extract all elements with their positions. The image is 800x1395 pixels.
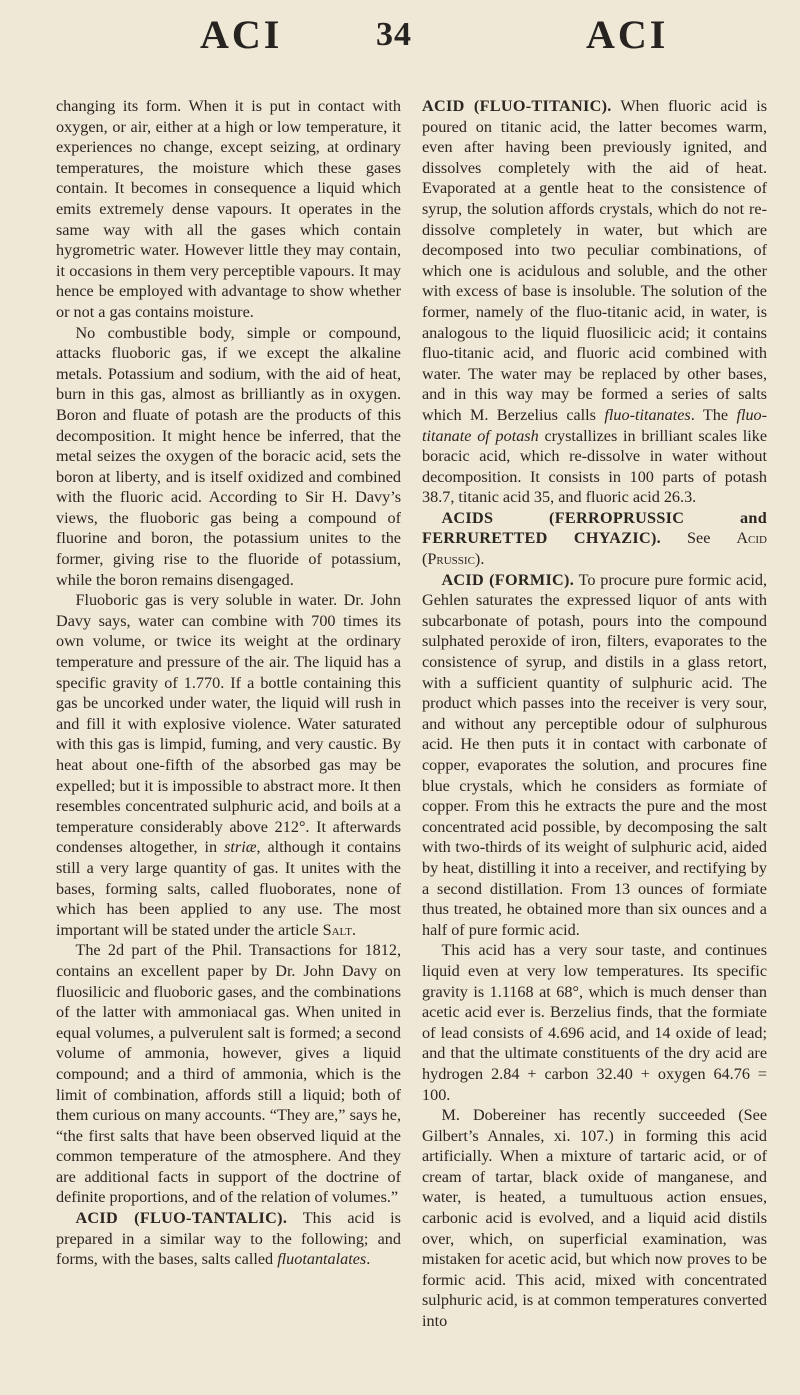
cross-reference-salt: Salt xyxy=(322,920,352,939)
paragraph-continued: changing its form. When it is put in contact with oxygen, or air, either at a high or low temperature, it experiences no change, except seizing, at ordinary temperatures, the moisture which these gases contain. It becomes in consequence a liquid which emits extremely dense vapours. It operates in the same way with all the gases which contain hygrometric water. However little they may contain, it occasions in them very perceptible vapours. It may hence be employed with advantage to show whether or not a gas contains moisture. xyxy=(56,97,401,321)
entry-fluo-titanic xyxy=(422,96,767,508)
running-head-right: ACI xyxy=(586,12,669,57)
headword-formic: ACID (FORMIC). xyxy=(441,570,575,589)
paragraph-dobereiner: M. Dobereiner has recently succeeded (See Gilbert’s Annales, xi. 107.) in forming this acid artificially. When a mixture of tartaric acid, or of cream of tartar, black oxide of manganese, and water, is heated, a tumultuous action ensues, carbonic acid is evolved, and a liquid acid distils over, which, on superficial examination, was mistaken for acetic acid, but which now proves to be formic acid. This acid, mixed with concentrated sulphuric acid, is at common temperatures converted into xyxy=(422,1106,767,1331)
entry-formic-text: To procure pure formic acid, Gehlen saturates the expressed liquor of ants with subcarbonate of potash, pours into the compound sulphated peroxide of iron, filters, evaporates to the consistence of syrup, and distils in a glass retort, with a sufficient quantity of sulphuric acid. The product which passes into the receiver is very sour, and without any perceptible odour of sulphurous acid. He then puts it in contact with carbonate of copper, evaporates the solution, and procures fine blue crystals, which he considers as formiate of copper. From this he extracts the pure and the most concentrated acid possible, by decomposing the salt with two-thirds of its weight of sulphuric acid, aided by heat, distilling it into a receiver, and rectifying by a second distillation. From 13 ounces of formiate thus treated, he obtained more than six ounces and a half of pure formic acid. xyxy=(422,570,767,939)
headword-fluo-tantalic: ACID (FLUO-TANTALIC). xyxy=(75,1209,288,1228)
paragraph-solubility-rest: , although it contains still a very large quantity of gas. It unites with the bases, forming salts, called fluoborates, none of which has been applied to any use. The most important will be stated under the article xyxy=(56,838,401,939)
entry-fluo-titanic-text-b: . The xyxy=(690,405,729,424)
entry-fluo-tantalic-text: This acid is prepared in a similar way to the following; and forms, with the bases, salts called xyxy=(56,1209,401,1269)
period: . xyxy=(366,1250,371,1269)
entry-fluo-titanic-text-c: crystallizes in brilliant scales like boracic acid, which re-dissolve in water without decomposition. It consists in 100 parts of potash 38.7, titanic acid 35, and fluoric acid 26.3. xyxy=(422,426,768,507)
paragraph-combustible-bodies: No combustible body, simple or compound, attacks fluoboric gas, if we except the alkaline metals. Potassium and sodium, with the aid of heat, burn in this gas, almost as brilliantly as in oxygen. Boron and fluate of potash are the products of this decomposition. It might hence be inferred, that the metal seizes the oxygen of the boracic acid, sets the boron at liberty, and is itself oxidized and combined with the fluoric acid. According to Sir H. Davy’s views, the fluoboric gas being a compound of fluorine and boron, the potassium unites to the former, giving rise to the fluoride of potassium, while the boron remains disengaged. xyxy=(56,323,401,589)
paragraph-phil-transactions: The 2d part of the Phil. Transactions for 1812, contains an excellent paper by Dr. John Davy on fluosilicic and fluoboric gases, and the combinations of the latter with ammoniacal gas. When united in equal volumes, a pulverulent salt is formed; a second volume of ammonia, however, gives a liquid compound; and a third of ammonia, which is the limit of combination, affords still a liquid; both of them curious on many accounts. “They are,” says he, “the first salts that have been observed liquid at the common temperature of the atmosphere. And they are additional facts in support of the doctrine of definite proportions, and of the relation of volumes.” xyxy=(56,941,401,1207)
page-number: 34 xyxy=(376,16,412,53)
right-column xyxy=(422,96,767,1332)
running-head-left: ACI xyxy=(200,12,283,57)
entry-fluo-tantalic xyxy=(56,1208,401,1270)
paragraph-solubility-text: Fluoboric gas is very soluble in water. Dr. John Davy says, water can combine with 700 times its own volume, or twice its weight at the ordinary temperature and pressure of the air. The liquid has a specific gravity of 1.770. If a bottle containing this gas be uncorked under water, the liquid will rush in and fill it with explosive violence. Water saturated with this gas is limpid, fuming, and very caustic. By heat about one-fifth of the absorbed gas may be expelled; but it is impossible to abstract more. It then resembles concentrated sulphuric acid, and boils at a temperature considerably above 212°. It afterwards condenses altogether, in xyxy=(56,591,401,857)
italic-fluo-titanate-of-potash: fluo-titanate of potash xyxy=(422,405,768,445)
italic-striae: striæ xyxy=(224,838,257,857)
see-label: See xyxy=(687,529,711,548)
paragraph-formic-properties: This acid has a very sour taste, and continues liquid even at very low temperatures. Its specific gravity is 1.1168 at 68°, which is much denser than acetic acid ever is. Berzelius finds, that the formiate of lead consists of 4.696 acid, and 14 oxide of lead; and that the ultimate constituents of the dry acid are hydrogen 2.84 + carbon 32.40 + oxygen 64.76 = 100. xyxy=(422,941,767,1104)
headword-fluo-titanic: ACID (FLUO-TITANIC). xyxy=(422,97,612,115)
entry-fluo-titanic-text-a: When fluoric acid is poured on titanic acid, the latter becomes warm, even after having been previously ignited, and dissolves completely with the aid of heat. Evaporated at a gentle heat to the consistence of syrup, the solution affords crystals, which do not re-dissolve completely in water, but which are decomposed into two peculiar combinations, of which one is acidulous and soluble, and the other with excess of base is insoluble. The solution of the former, namely of the fluo-titanic acid, in water, is analogous to the liquid fluosilicic acid; it contains fluo-titanic acid, and fluoric acid combined with water. The water may be replaced by other bases, and in this way may be formed a series of salts which M. Berzelius calls xyxy=(422,97,767,424)
entry-ferroprussic xyxy=(422,508,767,570)
period: . xyxy=(480,550,485,569)
italic-fluo-titanates: fluo-titanates xyxy=(604,405,691,424)
italic-fluotantalates: fluotantalates xyxy=(277,1250,367,1269)
left-column xyxy=(56,96,401,1270)
entry-formic xyxy=(422,570,767,941)
cross-reference-prussic: Acid (Prussic) xyxy=(422,529,767,569)
headword-ferroprussic: ACIDS (FERROPRUSSIC and FERRURETTED CHYAZIC). xyxy=(422,508,767,548)
period: . xyxy=(351,920,356,939)
paragraph-solubility xyxy=(56,590,401,940)
